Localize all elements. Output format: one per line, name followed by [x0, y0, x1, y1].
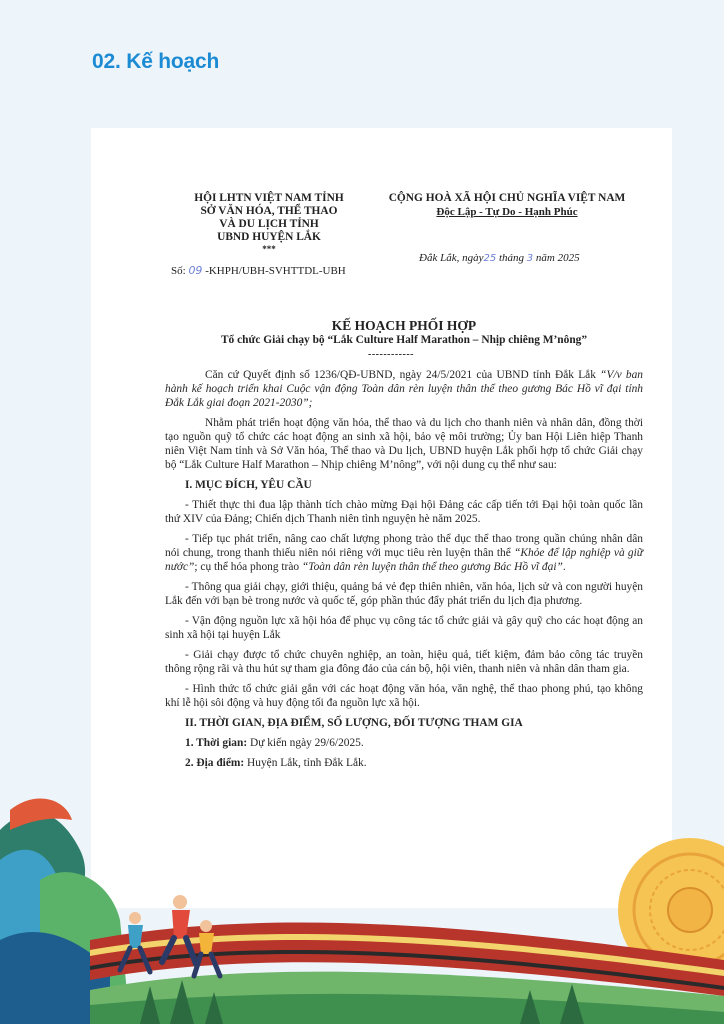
document-subtitle: Tổ chức Giải chạy bộ “Lắk Culture Half Marathon – Nhịp chiêng M’nông”: [220, 334, 588, 346]
document-body: [165, 368, 643, 776]
issue-date: [419, 252, 580, 264]
paragraph-text: Căn cứ Quyết định số 1236/QĐ-UBND, ngày 24/5/2021 của UBND tỉnh Đắk Lắk: [205, 369, 601, 381]
plan-document: [91, 128, 672, 908]
paragraph-italic: “Khỏe để lập nghiệp và giữ nước”: [165, 547, 644, 573]
item-label: 1. Thời gian:: [185, 737, 248, 749]
paragraph: [165, 532, 643, 574]
national-motto: Độc Lập - Tự Do - Hạnh Phúc: [436, 205, 578, 218]
issuing-organizations: [179, 192, 359, 255]
paragraph-italic: “V/v ban hành kế hoạch triển khai Cuộc vận động Toàn dân rèn luyện thân thể theo gương Bác Hồ vĩ đại tỉnh Đắk Lắk giai đoạn 2021-2030”;: [165, 369, 644, 409]
hills-illustration: [90, 972, 724, 1024]
title-divider: ------------: [368, 349, 414, 360]
paragraph: - Thông qua giải chạy, giới thiệu, quảng bá vẻ đẹp thiên nhiên, văn hóa, lịch sử và con người huyện Lắk đến với bạn bè trong nước và quốc tế, góp phần thúc đẩy phát triển du lịch địa phương.: [165, 581, 643, 607]
national-header: [375, 192, 639, 219]
item-label: 2. Địa điểm:: [185, 757, 245, 769]
brocade-band: [90, 923, 724, 996]
paragraph: - Thiết thực thi đua lập thành tích chào mừng Đại hội Đảng các cấp tiến tới Đại hội toàn quốc lần thứ XIV của Đảng; Chiến dịch Thanh niên tình nguyện hè năm 2025.: [165, 499, 643, 525]
paragraph-text: .: [562, 561, 566, 573]
date-year: năm 2025: [535, 252, 580, 264]
document-number: [171, 264, 346, 277]
org-separator: ***: [262, 244, 276, 255]
list-item: [165, 736, 643, 750]
paragraph: - Hình thức tổ chức giải gắn với các hoạt động văn hóa, văn nghệ, thể thao phong phú, tạo không khí lễ hội sôi động và huy động tối đa nguồn lực xã hội.: [165, 683, 643, 709]
section-heading: II. THỜI GIAN, ĐỊA ĐIỂM, SỐ LƯỢNG, ĐỐI TƯỢNG THAM GIA: [185, 717, 523, 729]
date-place: Đắk Lắk, ngày: [419, 252, 484, 264]
org-line: SỞ VĂN HÓA, THỂ THAO: [200, 205, 338, 218]
paragraph-text: - Tiếp tục phát triển, nâng cao chất lượng phong trào thể dục thể thao trong quần chúng nhân dân nói chung, trong thanh thiếu niên nói riêng với mục tiêu rèn luyện thân thể: [165, 533, 643, 559]
paragraph-italic: “Toàn dân rèn luyện thân thể theo gương Bác Hồ vĩ đại”: [301, 561, 563, 573]
number-handwritten: 09: [188, 264, 203, 277]
item-text: Dự kiến ngày 29/6/2025.: [247, 737, 364, 749]
date-day: 25: [483, 253, 497, 264]
paragraph-text: ; cụ thể hóa phong trào: [194, 561, 302, 573]
section-heading: I. MỤC ĐÍCH, YÊU CẦU: [185, 479, 312, 491]
list-item: [165, 756, 643, 770]
item-text: Huyện Lắk, tỉnh Đắk Lắk.: [244, 757, 367, 769]
trees-illustration: [140, 980, 584, 1024]
org-line: HỘI LHTN VIỆT NAM TỈNH: [194, 192, 344, 204]
paragraph: [165, 368, 643, 410]
page-heading: 02. Kế hoạch: [92, 50, 220, 73]
paragraph: Nhằm phát triển hoạt động văn hóa, thể thao và du lịch cho thanh niên và nhân dân, đồng thời tạo nguồn quỹ tổ chức các hoạt động an sinh xã hội, bảo vệ môi trường; Ủy ban Hội Liên hiệp Thanh niên Việt Nam tỉnh và Sở Văn hóa, Thể thao và Du lịch, UBND huyện Lắk phối hợp tổ chức Giải chạy bộ “Lắk Culture Half Marathon – Nhịp chiêng M’nông”, với nội dung cụ thể như sau:: [165, 417, 643, 471]
date-month: 3: [526, 253, 534, 264]
date-month-label: tháng: [498, 252, 525, 264]
paragraph: - Vận động nguồn lực xã hội hóa để phục vụ công tác tổ chức giải và gây quỹ cho các hoạt động an sinh xã hội tại huyện Lắk: [165, 615, 643, 641]
number-prefix: Số:: [171, 265, 186, 277]
org-line: UBND HUYỆN LẮK: [217, 231, 321, 244]
document-title: KẾ HOẠCH PHỐI HỢP: [331, 318, 477, 333]
paragraph: - Giải chạy được tổ chức chuyên nghiệp, an toàn, hiệu quả, tiết kiệm, đảm bảo công tác truyền thông rộng rãi và thu hút sự tham gia đông đảo của cán bộ, hội viên, thanh niên và nhân dân tham gia.: [165, 649, 643, 675]
country-name: CỘNG HOÀ XÃ HỘI CHỦ NGHĨA VIỆT NAM: [388, 192, 626, 204]
number-code: -KHPH/UBH-SVHTTDL-UBH: [205, 265, 346, 277]
org-line: VÀ DU LỊCH TỈNH: [219, 218, 319, 231]
